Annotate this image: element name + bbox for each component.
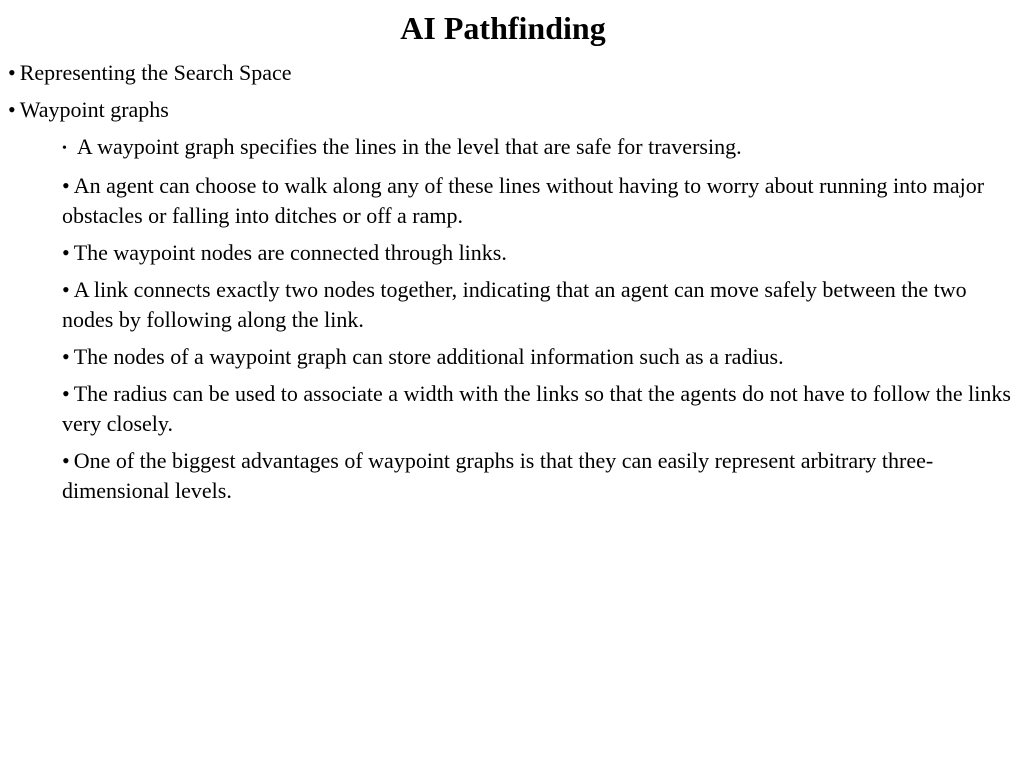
bullet-icon: •	[62, 381, 70, 406]
sub-list-container	[8, 132, 1016, 506]
sub-list-item	[62, 171, 1016, 231]
bullet-icon: •	[62, 141, 67, 156]
sub-list-item-text: One of the biggest advantages of waypoint graphs is that they can easily represent arbitrary three-dimensional levels.	[62, 448, 934, 503]
bullet-icon: •	[62, 277, 70, 302]
bullet-icon: •	[62, 344, 70, 369]
bullet-icon: •	[62, 448, 70, 473]
bullet-icon: •	[8, 60, 16, 85]
sub-list-item	[62, 379, 1016, 439]
bullet-icon: •	[62, 240, 70, 265]
sub-list-item	[62, 238, 1016, 268]
list-item-text: Waypoint graphs	[19, 97, 169, 122]
sub-list	[8, 132, 1016, 506]
sub-list-item	[62, 275, 1016, 335]
bullet-icon: •	[8, 97, 16, 122]
sub-list-item-text: The waypoint nodes are connected through links.	[73, 240, 507, 265]
list-item-text: Representing the Search Space	[19, 60, 292, 85]
list-item	[8, 58, 1016, 88]
sub-list-item	[62, 342, 1016, 372]
list-item	[8, 95, 1016, 125]
sub-list-item-text: An agent can choose to walk along any of these lines without having to worry about running into major obstacles or falling into ditches or off a ramp.	[62, 173, 985, 228]
sub-list-item-text: A waypoint graph specifies the lines in the level that are safe for traversing.	[76, 134, 742, 159]
sub-list-item	[62, 132, 1016, 164]
sub-list-item-text: The radius can be used to associate a width with the links so that the agents do not have to follow the links very closely.	[62, 381, 1011, 436]
bullet-list	[8, 58, 1016, 513]
sub-list-item	[62, 446, 1016, 506]
sub-list-item-text: The nodes of a waypoint graph can store additional information such as a radius.	[73, 344, 784, 369]
sub-list-item-text: A link connects exactly two nodes together, indicating that an agent can move safely between the two nodes by following along the link.	[62, 277, 967, 332]
slide-title: AI Pathfinding	[400, 10, 606, 46]
bullet-icon: •	[62, 173, 70, 198]
